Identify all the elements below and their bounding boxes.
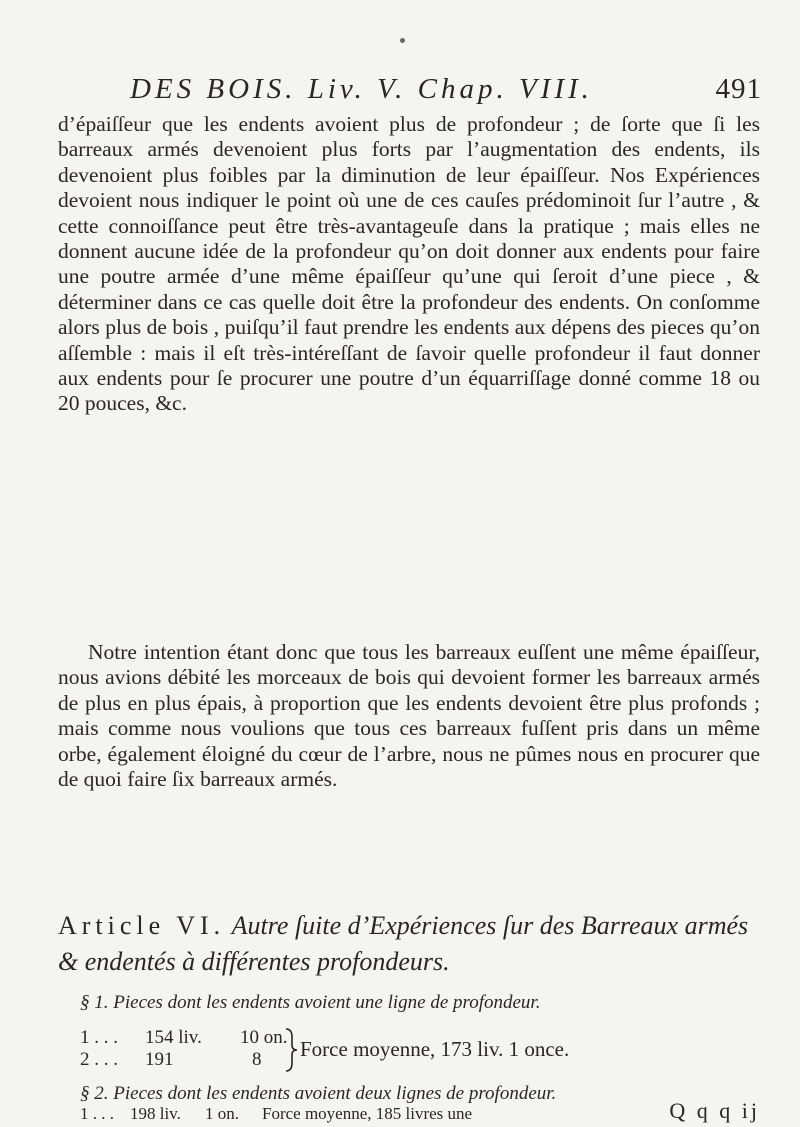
- page-mark: [400, 38, 405, 43]
- page-number: 491: [715, 73, 762, 105]
- article-label: Article VI.: [58, 911, 226, 940]
- catchword: Q q q ij: [669, 1098, 760, 1123]
- article-heading: [58, 908, 768, 980]
- section-1-row-2-on: 8: [252, 1049, 262, 1070]
- section-1-row-2-liv: 191: [145, 1049, 174, 1070]
- section-1-heading: § 1. Pieces dont les endents avoient une ligne de profondeur.: [80, 992, 541, 1013]
- section-2-heading: § 2. Pieces dont les endents avoient deux lignes de profondeur.: [80, 1083, 557, 1104]
- section-2-row-1-liv: 198 liv.: [130, 1104, 181, 1123]
- section-1-brace: [284, 1027, 298, 1073]
- paragraph-1: d’épaiſſeur que les endents avoient plus de profondeur ; de ſorte que ſi les barreaux armés devenoient plus forts par l’augmentation des endents, ils devenoient plus foibles par la diminution de leur épaiſſeur. Nos Expériences devoient nous indiquer le point où une de ces cauſes prédominoit ſur l’autre , & cette connoiſſance peut être très-avantageuſe dans la pratique ; mais elles ne donnent aucune idée de la profondeur qu’on doit donner aux endents pour faire une poutre armée d’une même épaiſſeur qu’une qui ſeroit d’une piece , & déterminer dans ce cas quelle doit être la profondeur des endents. On conſomme alors plus de bois , puiſqu’il faut prendre les endents aux dépens des pieces qu’on aſſemble : mais il eſt très-intéreſſant de ſavoir quelle profondeur il faut donner aux endents pour ſe procurer une poutre d’un équarriſſage donné comme 18 ou 20 pouces, &c.: [58, 112, 760, 416]
- section-1-row-1-num: 1 . . .: [80, 1027, 118, 1048]
- section-2-row-1-on: 1 on.: [205, 1104, 239, 1123]
- section-1-row-1-liv: 154 liv.: [145, 1027, 202, 1048]
- section-1-row-2-num: 2 . . .: [80, 1049, 118, 1070]
- running-head: [130, 72, 762, 106]
- article-title: Autre ſuite d’Expériences ſur des Barreaux armés & endentés à différentes profondeurs.: [58, 911, 749, 976]
- running-head-title: DES BOIS. Liv. V. Chap. VIII.: [130, 73, 593, 105]
- section-1-row-1-on: 10 on.: [240, 1027, 288, 1048]
- section-1-force: Force moyenne, 173 liv. 1 once.: [300, 1037, 570, 1061]
- paragraph-2: Notre intention étant donc que tous les barreaux euſſent une même épaiſſeur, nous avions débité les morceaux de bois qui devoient former les barreaux armés de plus en plus épais, à proportion que les endents devoient être plus profonds ; mais comme nous voulions que tous ces barreaux fuſſent pris dans un même orbe, également éloigné du cœur de l’arbre, nous ne pûmes nous en procurer que de quoi faire ſix barreaux armés.: [58, 640, 760, 792]
- section-2-row-1-num: 1 . . .: [80, 1104, 114, 1123]
- section-2-force-line-1: Force moyenne, 185 livres une: [262, 1104, 473, 1123]
